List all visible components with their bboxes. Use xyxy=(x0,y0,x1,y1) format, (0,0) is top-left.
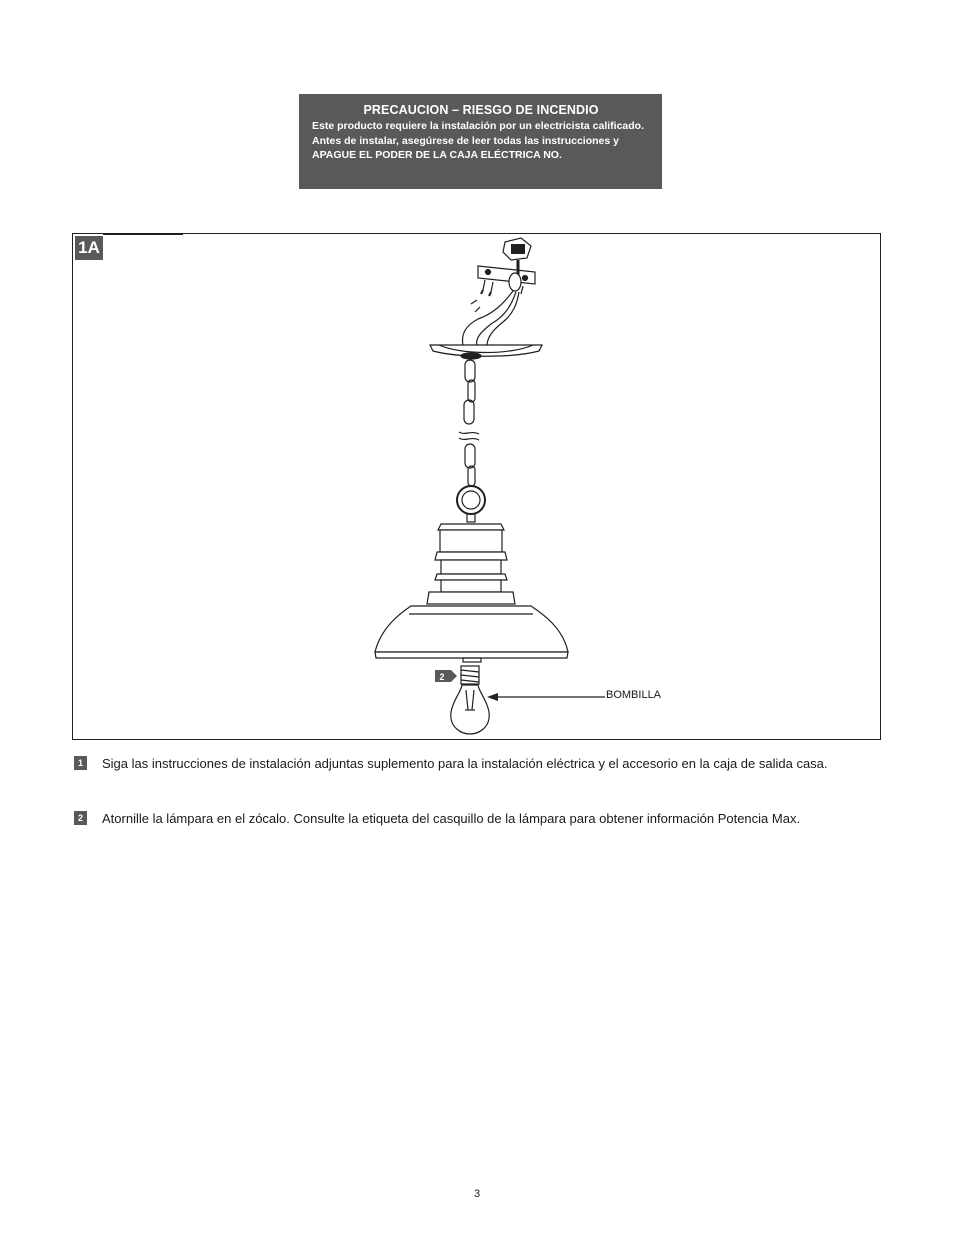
step-text: Siga las instrucciones de instalación adjuntas suplemento para la instalación eléctrica y el accesorio en la caja de salida casa. xyxy=(102,756,828,771)
bulb-step-badge xyxy=(435,670,457,682)
pendant-lamp-illustration xyxy=(73,234,880,739)
caution-title: PRECAUCION – RIESGO DE INCENDIO xyxy=(363,103,599,117)
step-number-badge: 2 xyxy=(74,811,87,825)
wires-drawing xyxy=(463,291,519,346)
figure-1a xyxy=(72,233,881,740)
step-2 xyxy=(74,808,864,829)
figure-label: 1A xyxy=(75,236,103,260)
step-number-badge: 1 xyxy=(74,756,87,770)
bulb-step-number: 2 xyxy=(439,672,445,682)
bulb-callout-arrow xyxy=(487,693,605,701)
mounting-hardware-drawing xyxy=(478,238,535,296)
caution-warning-box xyxy=(299,94,662,189)
bulb-callout-label: BOMBILLA xyxy=(606,689,662,701)
step-text: Atornille la lámpara en el zócalo. Consulte la etiqueta del casquillo de la lámpara para obtener información Potencia Max. xyxy=(102,811,801,826)
step-1 xyxy=(74,753,864,774)
caution-body: Este producto requiere la instalación por un electricista calificado. Antes de instalar, asegúrese de leer todas las instrucciones y APAGUE EL PODER DE LA CAJA ELÉCTRICA NO. xyxy=(312,120,645,161)
canopy-drawing xyxy=(430,345,542,359)
lamp-shade-drawing xyxy=(375,524,568,662)
page-number: 3 xyxy=(473,1188,481,1200)
chain-drawing xyxy=(457,360,485,522)
